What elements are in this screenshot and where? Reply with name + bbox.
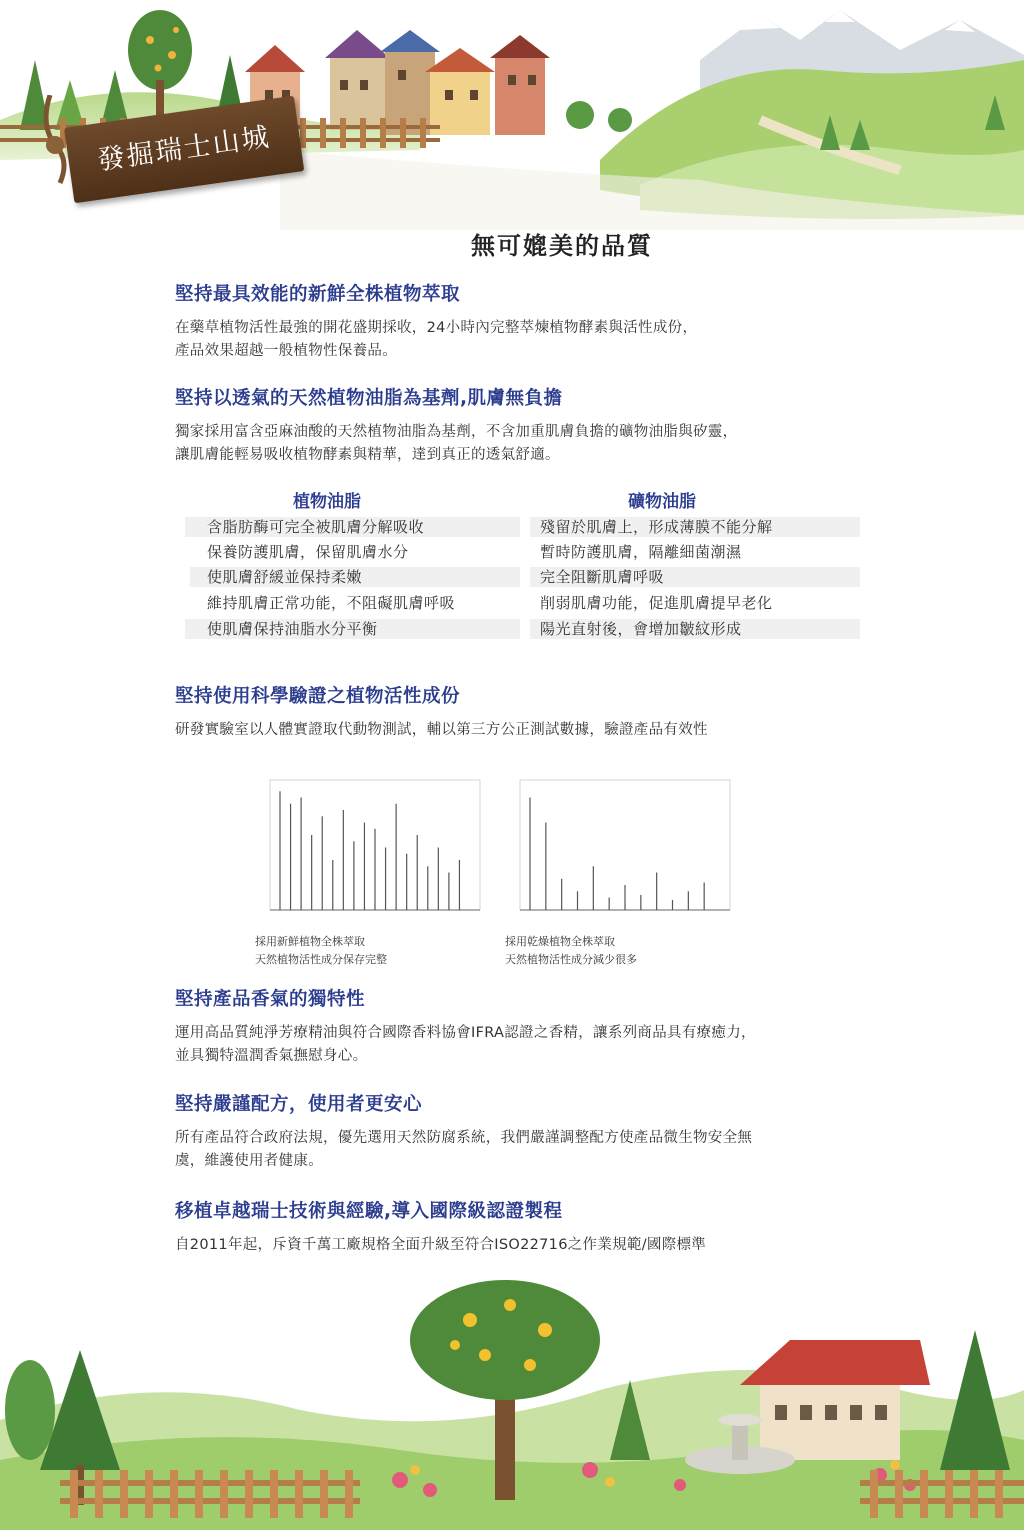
section-body xyxy=(175,719,915,742)
mineral-oil-item: 殘留於肌膚上，形成薄膜不能分解 xyxy=(540,518,773,536)
section-heading: 堅持最具效能的新鮮全株植物萃取 xyxy=(175,284,461,305)
section-line: 運用高品質純淨芳療精油與符合國際香料協會IFRA認證之香精，讓系列商品具有療癒力， xyxy=(175,1025,756,1041)
bottom-garden-illustration xyxy=(0,1270,1024,1530)
caption-line: 採用乾燥植物全株萃取 xyxy=(505,935,615,948)
oil-comparison-table xyxy=(185,487,860,642)
section-line: 獨家採用富含亞麻油酸的天然植物油脂為基劑，不含加重肌膚負擔的礦物油脂與矽靈， xyxy=(175,424,738,440)
section-heading: 堅持產品香氣的獨特性 xyxy=(175,989,366,1010)
section-body xyxy=(175,1127,915,1173)
section-plant-oil-base xyxy=(175,387,915,467)
section-body xyxy=(175,1022,915,1068)
section-line: 讓肌膚能輕易吸收植物酵素與精華，達到真正的透氣舒適。 xyxy=(175,447,560,463)
section-line: 產品效果超越一般植物性保養品。 xyxy=(175,343,397,359)
section-body xyxy=(175,421,915,467)
dried-extract-caption xyxy=(505,933,637,969)
fresh-extract-caption xyxy=(255,933,387,969)
section-heading: 堅持嚴謹配方，使用者更安心 xyxy=(175,1094,423,1115)
caption-line: 採用新鮮植物全株萃取 xyxy=(255,935,365,948)
page-title: 無可媲美的品質 xyxy=(471,232,653,260)
section-swiss-technology xyxy=(175,1200,915,1257)
section-line: 在藥草植物活性最強的開花盛期採收，24小時內完整萃煉植物酵素與活性成份， xyxy=(175,320,698,336)
section-body xyxy=(175,317,915,363)
caption-line: 天然植物活性成分減少很多 xyxy=(505,953,637,966)
mineral-oil-header: 礦物油脂 xyxy=(628,492,696,512)
plant-oil-item: 使肌膚保持油脂水分平衡 xyxy=(207,620,378,638)
section-line: 並具獨特溫潤香氣撫慰身心。 xyxy=(175,1048,368,1064)
section-line: 虞，維護使用者健康。 xyxy=(175,1153,323,1169)
section-heading: 移植卓越瑞士技術與經驗,導入國際級認證製程 xyxy=(175,1201,563,1222)
caption-line: 天然植物活性成分保存完整 xyxy=(255,953,387,966)
section-fragrance xyxy=(175,988,915,1068)
fresh-extract-chromatogram xyxy=(255,760,495,925)
section-heading: 堅持以透氣的天然植物油脂為基劑,肌膚無負擔 xyxy=(175,388,563,409)
column-gap xyxy=(520,515,530,641)
plant-oil-header: 植物油脂 xyxy=(293,492,361,512)
plant-oil-item: 保養防護肌膚，保留肌膚水分 xyxy=(207,543,409,561)
section-heading: 堅持使用科學驗證之植物活性成份 xyxy=(175,686,461,707)
section-fresh-extract xyxy=(175,283,915,363)
plant-oil-item: 含脂肪酶可完全被肌膚分解吸收 xyxy=(207,518,425,536)
mineral-oil-item: 削弱肌膚功能，促進肌膚提早老化 xyxy=(540,594,773,612)
mineral-oil-item: 完全阻斷肌膚呼吸 xyxy=(540,568,665,586)
mineral-oil-item: 暫時防護肌膚，隔離細菌潮濕 xyxy=(540,543,742,561)
chromatogram-comparison xyxy=(255,760,765,975)
section-line: 自2011年起，斥資千萬工廠規格全面升級至符合ISO22716之作業規範/國際標準 xyxy=(175,1237,707,1253)
mineral-oil-item: 陽光直射後，會增加皺紋形成 xyxy=(540,620,742,638)
dried-extract-chromatogram xyxy=(505,760,745,925)
banner-sign-label: 發掘瑞士山城 xyxy=(95,121,273,177)
section-safe-formula xyxy=(175,1093,915,1173)
section-line: 研發實驗室以人體實證取代動物測試，輔以第三方公正測試數據，驗證產品有效性 xyxy=(175,722,708,738)
plant-oil-item: 使肌膚舒緩並保持柔嫩 xyxy=(207,568,363,586)
plant-oil-item: 維持肌膚正常功能，不阻礙肌膚呼吸 xyxy=(207,594,456,612)
section-body xyxy=(175,1234,915,1257)
section-scientific-validation xyxy=(175,685,915,742)
section-line: 所有產品符合政府法規，優先選用天然防腐系統，我們嚴謹調整配方使產品微生物安全無 xyxy=(175,1130,753,1146)
